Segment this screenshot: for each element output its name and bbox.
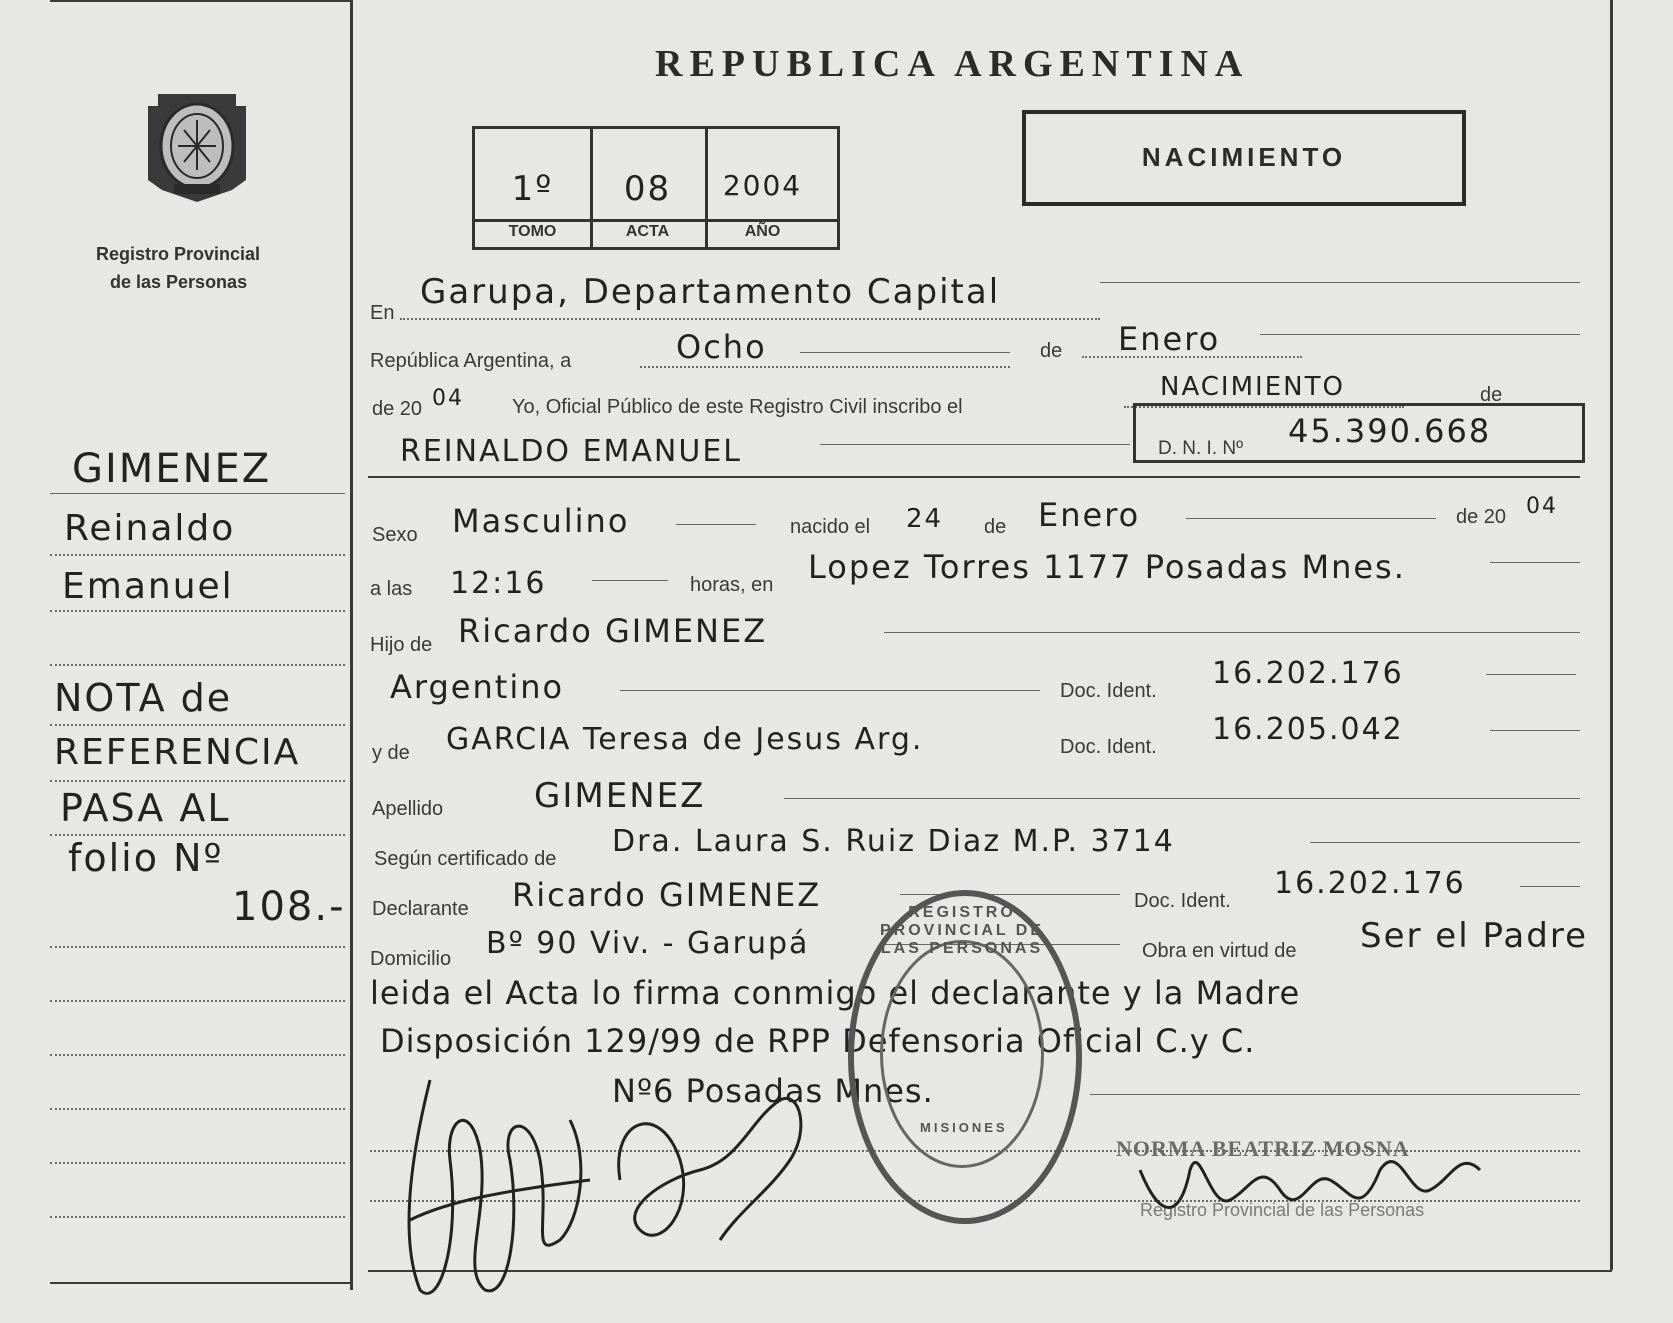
- horas-label: horas, en: [690, 574, 774, 596]
- acta-cell: [590, 129, 708, 247]
- place-value: Garupa, Departamento Capital: [420, 272, 1001, 312]
- margin-note-line4: folio Nº: [68, 836, 224, 880]
- de-label2: de: [1480, 384, 1503, 406]
- declarant-doc: 16.202.176: [1274, 866, 1466, 901]
- mother-signature: [600, 1060, 820, 1260]
- y-de-label: y de: [372, 742, 410, 764]
- mother-doc: 16.205.042: [1212, 712, 1404, 747]
- month-value: Enero: [1118, 320, 1221, 358]
- sex-value: Masculino: [452, 502, 630, 540]
- child-name: REINALDO EMANUEL: [400, 434, 743, 469]
- father-name: Ricardo GIMENEZ: [458, 612, 768, 650]
- margin-surname: GIMENEZ: [72, 446, 272, 492]
- note-line3: Nº6 Posadas Mnes.: [612, 1072, 934, 1110]
- de-label3: de: [984, 516, 1007, 538]
- official-org: Registro Provincial de las Personas: [1140, 1200, 1425, 1220]
- sexo-label: Sexo: [372, 524, 418, 546]
- act-type-label: NACIMIENTO: [1141, 142, 1347, 172]
- margin-note-line1: NOTA de: [54, 676, 233, 720]
- acta-value: 08: [623, 169, 672, 209]
- margin-note-line5: 108.-: [232, 884, 346, 930]
- birth-time: 12:16: [450, 566, 547, 601]
- hijo-label: Hijo de: [370, 634, 433, 656]
- a-las-label: a las: [370, 578, 413, 600]
- ano-value: 2004: [722, 169, 803, 202]
- dni-label: D. N. I. Nº: [1158, 438, 1244, 459]
- birth-month: Enero: [1038, 496, 1141, 534]
- margin-note-line3: PASA AL: [60, 786, 231, 830]
- margin-second-name: Emanuel: [62, 566, 234, 607]
- official-signature: [1130, 1130, 1490, 1240]
- doc-label-mother: Doc. Ident.: [1060, 736, 1157, 758]
- apellido-label: Apellido: [372, 798, 444, 820]
- capacity-value: Ser el Padre: [1360, 916, 1588, 956]
- note-line1: leida el Acta lo firma conmigo el declarante y la Madre: [370, 974, 1301, 1012]
- document-title: REPUBLICA ARGENTINA: [655, 43, 1250, 85]
- birth-place: Lopez Torres 1177 Posadas Mnes.: [808, 548, 1406, 586]
- tomo-cell: [475, 129, 593, 247]
- nacido-label: nacido el: [790, 516, 871, 538]
- stamp-inner-text: MISIONES: [920, 1120, 1008, 1135]
- surname-value: GIMENEZ: [534, 776, 706, 816]
- year-suffix: 04: [432, 386, 464, 411]
- doc-label-father: Doc. Ident.: [1060, 680, 1157, 702]
- acta-label: ACTA: [625, 223, 670, 240]
- doc-label-declarant: Doc. Ident.: [1134, 890, 1231, 912]
- margin-note-line2: REFERENCIA: [54, 732, 301, 773]
- record-table: [472, 126, 840, 250]
- dni-value: 45.390.668: [1288, 412, 1492, 450]
- act-type-value: NACIMIENTO: [1160, 372, 1345, 402]
- declarant-name: Ricardo GIMENEZ: [512, 876, 822, 914]
- stamp-text: REGISTRO PROVINCIAL DE LAS PERSONAS: [879, 904, 1045, 957]
- domicilio-label: Domicilio: [370, 948, 452, 970]
- address-value: Bº 90 Viv. - Garupá: [486, 926, 810, 961]
- left-column-border: [350, 0, 353, 1290]
- mother-name: GARCIA Teresa de Jesus Arg.: [446, 722, 924, 757]
- note-line2: Disposición 129/99 de RPP Defensoria Oficial C.y C.: [380, 1022, 1256, 1060]
- de-label: de: [1040, 340, 1063, 362]
- doctor-value: Dra. Laura S. Ruiz Diaz M.P. 3714: [612, 824, 1175, 859]
- province-seal-icon: [138, 80, 256, 206]
- bottom-left-rule: [50, 1282, 350, 1284]
- year-label: de 20: [372, 398, 423, 420]
- ano-cell: [705, 129, 835, 247]
- birth-day: 24: [906, 504, 944, 534]
- obra-label: Obra en virtud de: [1142, 940, 1297, 962]
- registry-line2: de las Personas: [110, 272, 248, 292]
- officer-text: Yo, Oficial Público de este Registro Civil inscribo el: [512, 396, 963, 418]
- registry-line1: Registro Provincial: [96, 244, 261, 264]
- top-left-rule: [50, 0, 350, 2]
- declarant-signature: [390, 1040, 610, 1320]
- ano-label: AÑO: [744, 223, 781, 240]
- certificado-label: Según certificado de: [374, 848, 557, 870]
- republica-label: República Argentina, a: [370, 350, 572, 372]
- birth-year-suffix: 04: [1526, 494, 1558, 519]
- margin-first-name: Reinaldo: [64, 508, 236, 549]
- father-doc: 16.202.176: [1212, 656, 1404, 691]
- declarante-label: Declarante: [372, 898, 469, 920]
- tomo-label: TOMO: [508, 223, 557, 240]
- official-name: NORMA BEATRIZ MOSNA: [1116, 1136, 1410, 1161]
- day-value: Ocho: [676, 328, 767, 366]
- tomo-value: 1º: [511, 169, 554, 209]
- father-nationality: Argentino: [390, 668, 565, 706]
- en-label: En: [370, 302, 395, 324]
- right-border: [1610, 0, 1613, 1270]
- de20-label: de 20: [1456, 506, 1507, 528]
